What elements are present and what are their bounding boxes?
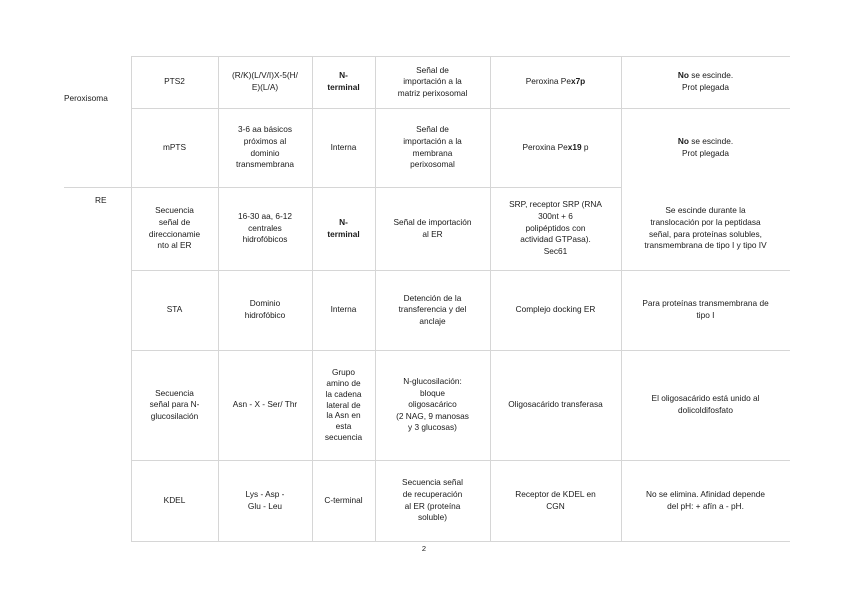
signal-cell: Secuencia señal para N- glucosilación xyxy=(149,387,200,421)
function-cell: Señal de importación al ER xyxy=(393,216,472,239)
sequence-cell: (R/K)(L/V/I)X-5(H/ E)(L/A) xyxy=(232,70,298,92)
signal-cell: STA xyxy=(166,304,183,315)
function-cell: Detención de la transferencia y del anclaje xyxy=(398,292,467,326)
sequence-cell: Lys - Asp - Glu - Leu xyxy=(245,488,285,511)
signal-cell: mPTS xyxy=(162,141,187,152)
position-cell: N- terminal xyxy=(327,70,360,92)
receptor-cell: Receptor de KDEL en CGN xyxy=(515,488,596,511)
position-cell: C-terminal xyxy=(324,494,363,505)
function-cell: Señal de importación a la matriz perixosomal xyxy=(397,64,468,98)
signal-cell: PTS2 xyxy=(164,76,185,87)
notes-cell: Para proteínas transmembrana de tipo I xyxy=(642,298,769,320)
function-cell: Secuencia señal de recuperación al ER (proteína soluble) xyxy=(402,477,463,523)
sequence-cell: 16-30 aa, 6-12 centrales hidrofóbicos xyxy=(238,211,292,245)
notes-cell: No se escinde. Prot plegada xyxy=(677,70,734,92)
notes-cell: No se escinde. Prot plegada xyxy=(677,135,734,158)
table-bottom-line xyxy=(131,541,790,542)
function-cell: Señal de importación a la membrana perixosomal xyxy=(403,124,462,170)
signal-cell: KDEL xyxy=(163,494,186,505)
receptor-cell: Complejo docking ER xyxy=(515,304,596,315)
page-number: 2 xyxy=(421,544,427,553)
group-label-peroxisoma: Peroxisoma xyxy=(64,93,108,103)
position-cell: Interna xyxy=(330,141,357,152)
sequence-cell: Asn - X - Ser/ Thr xyxy=(232,399,298,410)
receptor-cell: Peroxina Pex19 p xyxy=(522,141,589,152)
position-cell: N- terminal xyxy=(327,216,360,239)
receptor-cell: SRP, receptor SRP (RNA 300nt + 6 polipéptidos con actividad GTPasa). Sec61 xyxy=(509,199,602,256)
sequence-cell: Dominio hidrofóbico xyxy=(244,298,286,320)
sequence-cell: 3-6 aa básicos próximos al dominio transmembrana xyxy=(235,124,295,170)
notes-cell: No se elimina. Afinidad depende del pH: + afín a - pH. xyxy=(645,488,765,511)
group-label-re: RE xyxy=(95,195,107,205)
position-cell: Grupo amino de la cadena lateral de la Asn en esta secuencia xyxy=(324,367,363,442)
notes-cell: Se escinde durante la translocación por la peptidasa señal, para proteínas solubles, transmembrana de tipo I y tipo IV xyxy=(644,205,767,251)
signal-cell: Secuencia señal de direccionamie nto al ER xyxy=(148,205,201,251)
notes-cell: El oligosacárido está unido al dolicoldifosfato xyxy=(651,393,760,415)
function-cell: N-glucosilación: bloque oligosacárico (2 NAG, 9 manosas y 3 glucosas) xyxy=(396,375,469,433)
receptor-cell: Oligosacárido transferasa xyxy=(508,399,603,410)
position-cell: Interna xyxy=(330,304,357,315)
receptor-cell: Peroxina Pex7p xyxy=(525,76,586,87)
